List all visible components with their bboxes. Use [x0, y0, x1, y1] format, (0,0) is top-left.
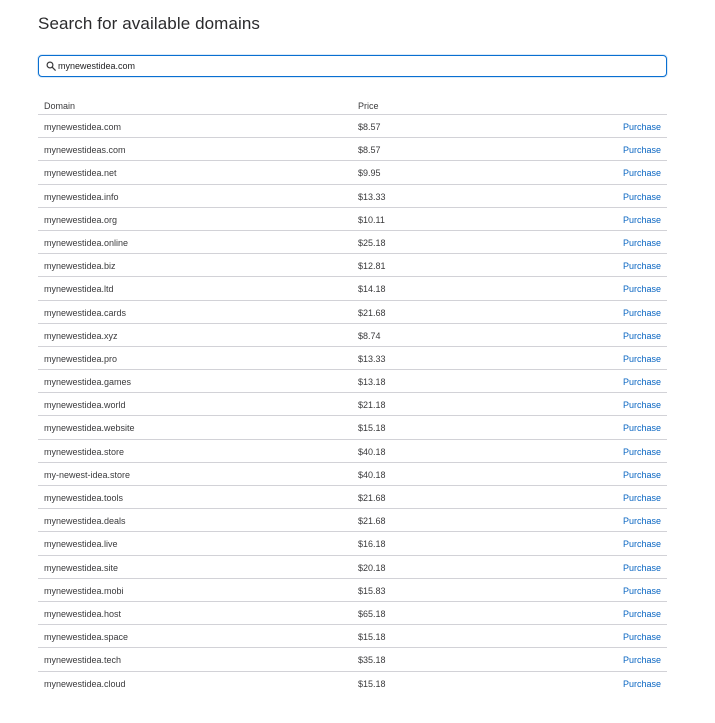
domain-name: mynewestidea.com — [44, 122, 122, 132]
domain-price: $10.11 — [358, 214, 385, 225]
domain-price: $12.81 — [358, 261, 386, 272]
domain-price: $21.68 — [358, 493, 386, 503]
domain-price: $65.18 — [358, 608, 386, 619]
purchase-link[interactable]: Purchase — [622, 446, 661, 457]
table-row — [38, 416, 667, 439]
table-row — [38, 370, 667, 393]
purchase-link[interactable]: Purchase — [622, 214, 661, 225]
domain-name: mynewestideas.com — [44, 145, 126, 156]
domain-price: $20.18 — [358, 562, 386, 573]
domain-name: mynewestidea.biz — [44, 261, 116, 272]
purchase-link[interactable]: Purchase — [622, 261, 661, 272]
table-row — [38, 463, 667, 486]
search-icon — [46, 61, 56, 71]
domain-name: mynewestidea.xyz — [44, 330, 118, 341]
page-title: Search for available domains — [38, 14, 261, 33]
domain-name: mynewestidea.site — [44, 562, 119, 573]
purchase-link[interactable]: Purchase — [622, 168, 661, 179]
domain-name: mynewestidea.pro — [44, 353, 118, 364]
purchase-link[interactable]: Purchase — [622, 237, 661, 248]
purchase-link[interactable]: Purchase — [622, 678, 661, 689]
domain-price: $8.74 — [358, 330, 381, 341]
purchase-link[interactable]: Purchase — [622, 122, 661, 132]
domain-price: $13.33 — [358, 353, 386, 364]
table-row — [38, 556, 667, 579]
domain-price: $40.18 — [358, 446, 386, 457]
domain-name: mynewestidea.online — [44, 237, 129, 248]
purchase-link[interactable]: Purchase — [622, 145, 661, 156]
purchase-link[interactable]: Purchase — [622, 307, 661, 318]
domain-price: $21.68 — [358, 307, 386, 318]
domain-price: $21.68 — [358, 516, 386, 527]
domain-results-table — [38, 96, 667, 695]
domain-name: mynewestidea.info — [44, 191, 119, 202]
purchase-link[interactable]: Purchase — [622, 539, 661, 550]
purchase-link[interactable]: Purchase — [622, 191, 661, 202]
table-row — [38, 486, 667, 509]
table-row — [38, 324, 667, 347]
domain-name: mynewestidea.host — [44, 608, 122, 619]
domain-price: $14.18 — [358, 284, 386, 295]
table-row — [38, 440, 667, 463]
purchase-link[interactable]: Purchase — [622, 632, 661, 643]
domain-price: $8.57 — [358, 145, 381, 156]
domain-price: $25.18 — [358, 237, 386, 248]
domain-name: mynewestidea.deals — [44, 516, 126, 527]
table-row — [38, 115, 667, 138]
domain-name: mynewestidea.net — [44, 168, 117, 179]
table-row — [38, 602, 667, 625]
domain-price: $8.57 — [358, 122, 381, 132]
domain-price: $21.18 — [358, 400, 386, 411]
domain-price: $15.18 — [358, 632, 386, 643]
table-row — [38, 509, 667, 532]
domain-name: mynewestidea.cloud — [44, 678, 126, 689]
domain-name: mynewestidea.org — [44, 214, 118, 225]
table-row — [38, 277, 667, 300]
table-row — [38, 301, 667, 324]
domain-name: mynewestidea.live — [44, 539, 118, 550]
purchase-link[interactable]: Purchase — [622, 469, 661, 480]
table-row — [38, 347, 667, 370]
domain-name: mynewestidea.tech — [44, 655, 122, 666]
table-row — [38, 231, 667, 254]
purchase-link[interactable]: Purchase — [622, 353, 661, 364]
table-body — [38, 115, 667, 695]
purchase-link[interactable]: Purchase — [622, 493, 661, 503]
table-row — [38, 625, 667, 648]
purchase-link[interactable]: Purchase — [622, 655, 661, 666]
table-row — [38, 161, 667, 184]
search-input[interactable] — [58, 56, 658, 76]
domain-price: $15.83 — [358, 585, 386, 596]
domain-name: mynewestidea.ltd — [44, 284, 114, 295]
purchase-link[interactable]: Purchase — [622, 400, 661, 411]
domain-price: $15.18 — [358, 678, 386, 689]
domain-price: $13.18 — [358, 377, 386, 388]
purchase-link[interactable]: Purchase — [622, 284, 661, 295]
domain-name: mynewestidea.mobi — [44, 585, 124, 596]
domain-name: mynewestidea.games — [44, 377, 132, 388]
domain-price: $16.18 — [358, 539, 386, 550]
column-header-domain: Domain — [44, 101, 76, 111]
table-row — [38, 254, 667, 277]
purchase-link[interactable]: Purchase — [622, 608, 661, 619]
purchase-link[interactable]: Purchase — [622, 330, 661, 341]
purchase-link[interactable]: Purchase — [622, 377, 661, 388]
domain-price: $9.95 — [358, 168, 381, 179]
table-row — [38, 208, 667, 231]
domain-price: $35.18 — [358, 655, 386, 666]
domain-name: mynewestidea.cards — [44, 307, 127, 318]
purchase-link[interactable]: Purchase — [622, 562, 661, 573]
domain-name: mynewestidea.world — [44, 400, 126, 411]
table-row — [38, 393, 667, 416]
purchase-link[interactable]: Purchase — [622, 516, 661, 527]
purchase-link[interactable]: Purchase — [622, 423, 661, 434]
table-header — [38, 96, 667, 115]
column-header-price: Price — [358, 101, 379, 111]
table-row — [38, 672, 667, 695]
domain-name: mynewestidea.space — [44, 632, 129, 643]
domain-name: mynewestidea.tools — [44, 493, 124, 503]
domain-name: my-newest-idea.store — [44, 469, 131, 480]
table-row — [38, 648, 667, 671]
table-row — [38, 185, 667, 208]
domain-price: $40.18 — [358, 469, 386, 480]
domain-name: mynewestidea.website — [44, 423, 135, 434]
table-row — [38, 579, 667, 602]
purchase-link[interactable]: Purchase — [622, 585, 661, 596]
domain-price: $15.18 — [358, 423, 386, 434]
table-row — [38, 532, 667, 555]
search-box[interactable] — [38, 55, 667, 77]
domain-name: mynewestidea.store — [44, 446, 125, 457]
table-row — [38, 138, 667, 161]
domain-price: $13.33 — [358, 191, 386, 202]
